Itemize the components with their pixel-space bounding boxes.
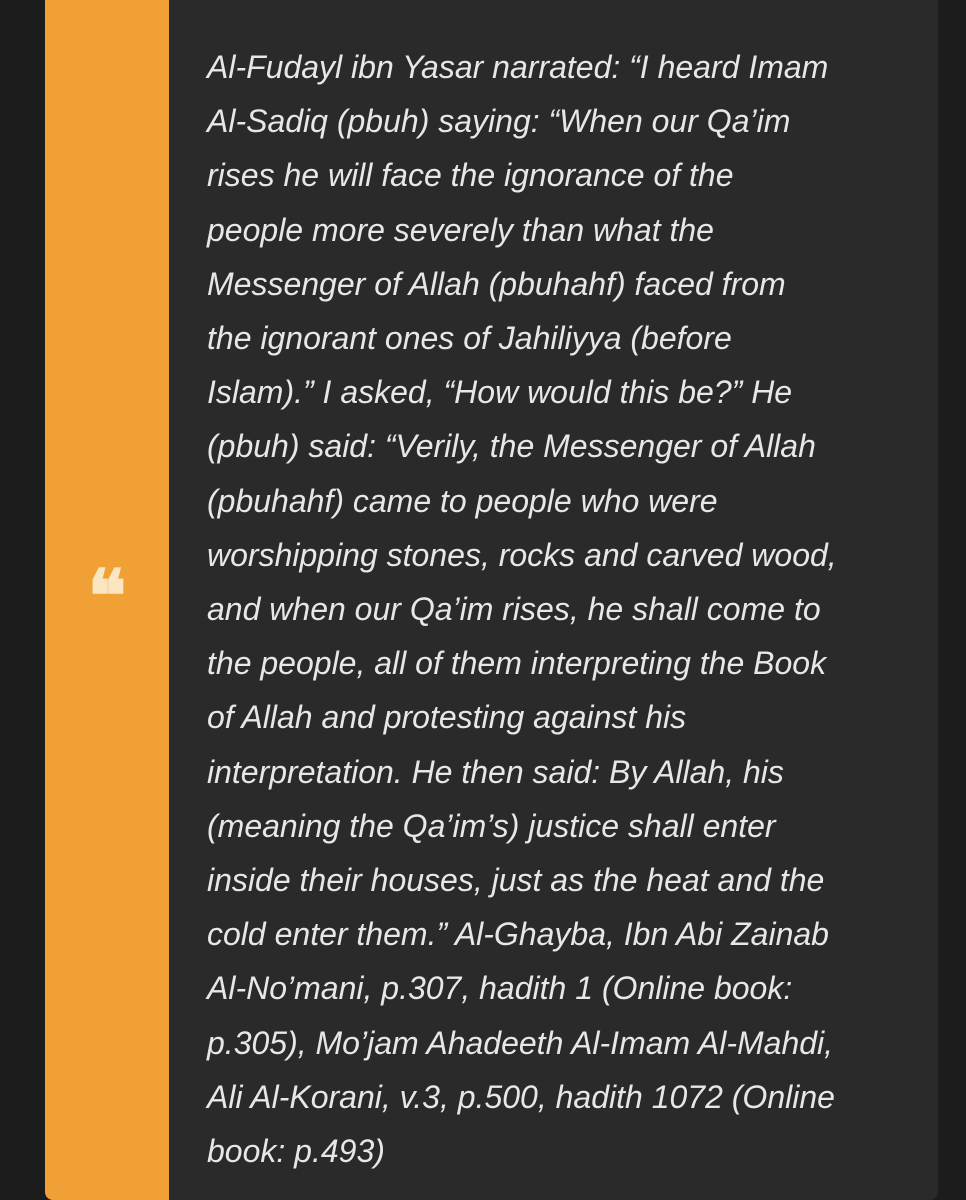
blockquote-card — [45, 0, 938, 1200]
quote-body — [169, 0, 938, 1200]
quote-accent-bar — [45, 0, 169, 1200]
quote-text: Al-Fudayl ibn Yasar narrated: “I heard Imam Al-Sadiq (pbuh) saying: “When our Qa’im rises he will face the ignorance of the people more severely than what the Messenger of Allah (pbuhahf) faced from the ignorant ones of Jahiliyya (before Islam).” I asked, “How would this be?” He (pbuh) said: “Verily, the Messenger of Allah (pbuhahf) came to people who were worshipping stones, rocks and carved wood, and when our Qa’im rises, he shall come to the people, all of them interpreting the Book of Allah and protesting against his interpretation. He then said: By Allah, his (meaning the Qa’im’s) justice shall enter inside their houses, just as the heat and the cold enter them.” Al-Ghayba, Ibn Abi Zainab Al-No’mani, p.307, hadith 1 (Online book: p.305), Mo’jam Ahadeeth Al-Imam Al-Mahdi, Ali Al-Korani, v.3, p.500, hadith 1072 (Online book: p.493) — [207, 49, 837, 1170]
quote-open-icon: ❝ — [87, 553, 127, 638]
